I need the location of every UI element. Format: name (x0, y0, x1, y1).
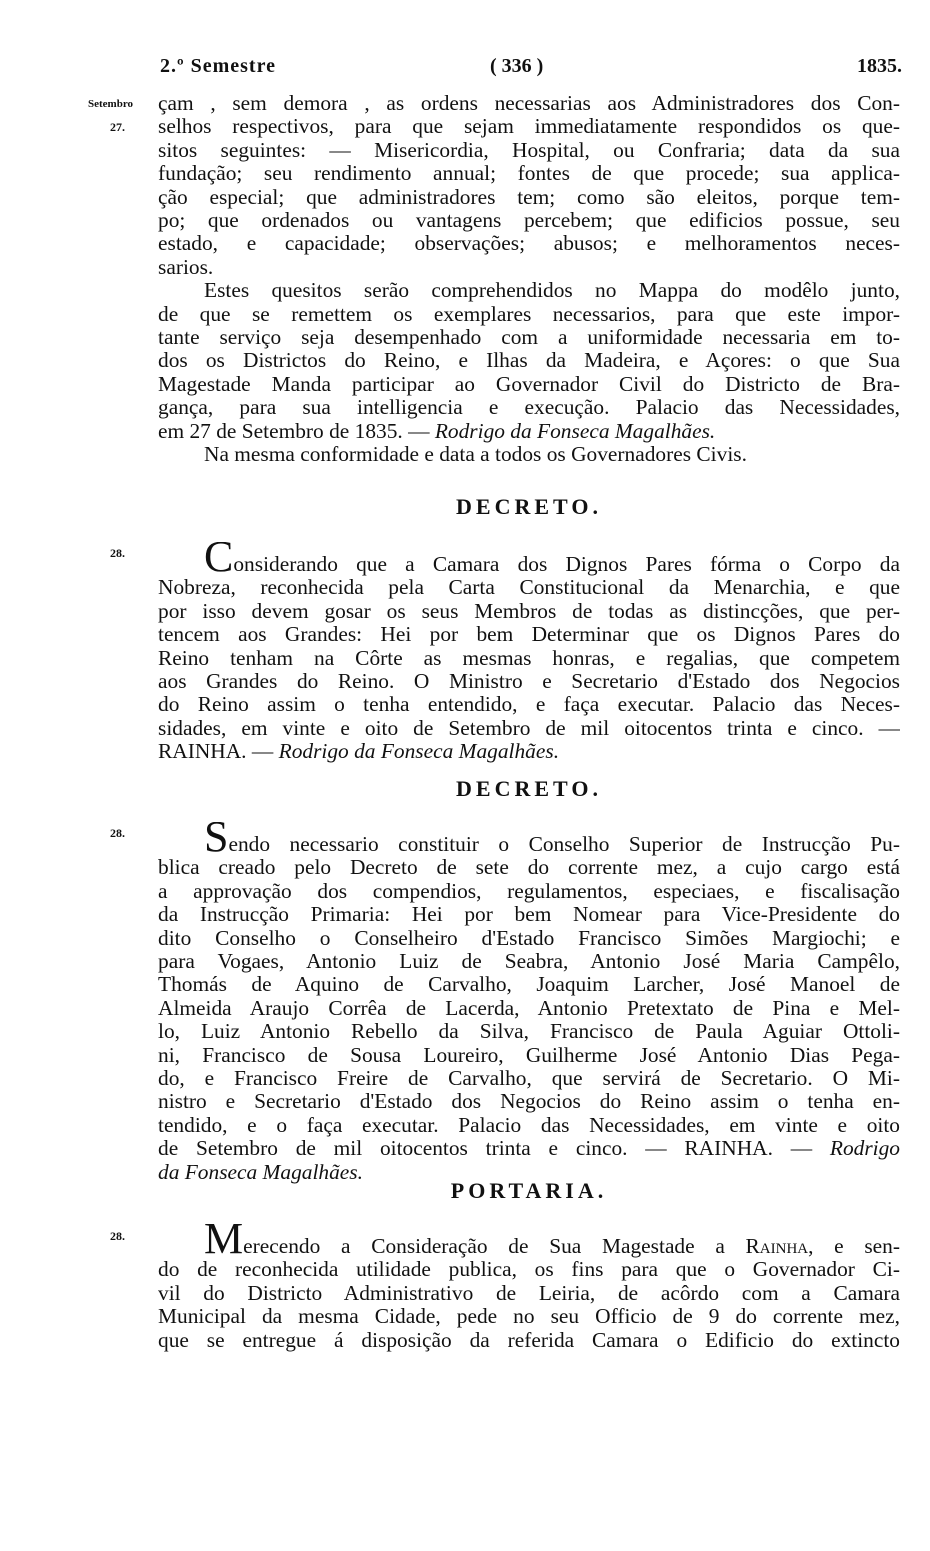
conformity-note: Na mesma conformidade e data a todos os Governadores Civis. (204, 443, 747, 467)
header-year: 1835. (857, 55, 902, 77)
header-semester: 2.º Semestre (160, 55, 276, 77)
text-line (158, 420, 900, 443)
margin-day-28-c: 28. (110, 1229, 125, 1243)
text-line: Thomás de Aquino de Carvalho, Joaquim Larcher, José Manoel de (158, 973, 900, 997)
text-line: do de reconhecida utilidade publica, os fins para que o Governador Ci- (158, 1258, 900, 1282)
signature: Rodrigo da Fonseca Magalhães. (434, 419, 716, 443)
text-line: Magestade Manda participar ao Governador Civil do Districto de Bra- (158, 372, 900, 396)
margin-day-27: 27. (110, 120, 125, 134)
text-line: fundação; seu rendimento annual; fontes de que procede; sua applica- (158, 162, 900, 186)
text-line: sarios. (158, 255, 214, 279)
text-line: blica creado pelo Decreto de sete do corrente mez, a cujo cargo está (158, 856, 900, 880)
section-1-continuation (158, 92, 900, 467)
decreto-2-heading: DECRETO. (456, 776, 602, 801)
signature: Rodrigo (829, 1137, 900, 1161)
text-line: çam , sem demora , as ordens necessarias aos Administradores dos Con- (158, 92, 900, 115)
page-header (160, 55, 902, 85)
margin-month: Setembro (88, 98, 134, 110)
margin-day-28-b: 28. (110, 826, 125, 840)
text-line: tendido, e o faça executar. Palacio das Necessidades, em vinte e oito (158, 1113, 900, 1137)
text-line: que se entregue á disposição da referida Camara o Edificio do extincto (158, 1328, 900, 1352)
text-line: aos Grandes do Reino. O Ministro e Secretario d'Estado dos Negocios (158, 670, 900, 694)
text-line (158, 1137, 900, 1160)
text-line: do Reino assim o tenha entendido, e faça executar. Palacio das Neces- (158, 693, 900, 717)
decreto-2-body (158, 822, 900, 1184)
rainha-smallcaps: Rainha (745, 1234, 809, 1258)
text-line (158, 740, 900, 763)
text-line: tante serviço seja desempenhado com a uniformidade necessaria em to- (158, 326, 900, 350)
signature-continued: da Fonseca Magalhães. (158, 1160, 363, 1184)
text-line: selhos respectivos, para que sejam immediatamente respondidos os que- (158, 115, 900, 139)
text-line: dito Conselho o Conselheiro d'Estado Francisco Simões Margiochi; e (158, 926, 900, 950)
text-line: de que se remettem os exemplares necessarios, para que este impor- (158, 302, 900, 326)
text-line: vil do Districto Administrativo de Leiria, de acôrdo com a Camara (158, 1281, 900, 1305)
drop-cap: S (204, 822, 229, 857)
decreto-1-heading: DECRETO. (456, 494, 602, 519)
text-line: Sendo necessario constituir o Conselho Superior de Instrucção Pu- (158, 822, 900, 856)
text-line: Merecendo a Consideração de Sua Magestade a Rainha, e sen- (158, 1224, 900, 1258)
text-line: Municipal da mesma Cidade, pede no seu Officio de 9 do corrente mez, (158, 1305, 900, 1329)
text-line: sitos seguintes: — Misericordia, Hospital, ou Confraria; data da sua (158, 138, 900, 162)
text-line: sidades, em vinte e oito de Setembro de mil oitocentos trinta e cinco. — (158, 716, 900, 740)
text-line: por isso devem gosar os seus Membros de todas as distincções, que per- (158, 599, 900, 623)
text-line: lo, Luiz Antonio Rebello da Silva, Francisco de Paula Aguiar Ottoli- (158, 1020, 900, 1044)
text-line: Nobreza, reconhecida pela Carta Constitucional da Menarchia, e que (158, 576, 900, 600)
drop-cap: C (204, 542, 234, 577)
decreto-1-body (158, 542, 900, 764)
text-line: a approvação dos compendios, regulamentos, especiaes, e fiscalisação (158, 879, 900, 903)
text-line: nistro e Secretario d'Estado dos Negocios do Reino assim o tenha en- (158, 1090, 900, 1114)
drop-cap: M (204, 1224, 244, 1259)
text-line: Considerando que a Camara dos Dignos Pares fórma o Corpo da (158, 542, 900, 576)
text-line: do, e Francisco Freire de Carvalho, que servirá de Secretario. O Mi- (158, 1067, 900, 1091)
text-line: Almeida Araujo Corrêa de Lacerda, Antonio Pretextato de Pina e Mel- (158, 996, 900, 1020)
page-number: ( 336 ) (490, 55, 544, 77)
text-line: da Instrucção Primaria: Hei por bem Nomear para Vice-Presidente do (158, 903, 900, 927)
rainha-text: RAINHA. — (158, 740, 279, 764)
text-line: para Vogaes, Antonio Luiz de Seabra, Antonio José Maria Campêlo, (158, 950, 900, 974)
text-line: ni, Francisco de Sousa Loureiro, Guilherme José Antonio Dias Pega- (158, 1043, 900, 1067)
text-line: ção especial; que administradores tem; como são eleitos, porque tem- (158, 185, 900, 209)
date-text: de Setembro de mil oitocentos trinta e cinco. — RAINHA. — (158, 1137, 830, 1161)
text-line: estado, e capacidade; observações; abusos; e melhoramentos neces- (158, 232, 900, 256)
text-line: dos os Districtos do Reino, e Ilhas da Madeira, e Açores: o que Sua (158, 349, 900, 373)
margin-day-28-a: 28. (110, 546, 125, 560)
text-line: Reino tenham na Côrte as mesmas honras, e regalias, que competem (158, 646, 900, 670)
text-line: gança, para sua intelligencia e execução. Palacio das Necessidades, (158, 396, 900, 420)
text-line: Estes quesitos serão comprehendidos no Mappa do modêlo junto, (204, 279, 900, 303)
text-line: tencem aos Grandes: Hei por bem Determinar que os Dignos Pares do (158, 623, 900, 647)
signature: Rodrigo da Fonseca Magalhães. (278, 740, 560, 764)
portaria-heading: PORTARIA. (450, 1178, 608, 1203)
text-line: po; que ordenados ou vantagens percebem; que edificios possue, seu (158, 209, 900, 233)
portaria-body (158, 1224, 900, 1352)
date-text: em 27 de Setembro de 1835. — (158, 419, 435, 443)
